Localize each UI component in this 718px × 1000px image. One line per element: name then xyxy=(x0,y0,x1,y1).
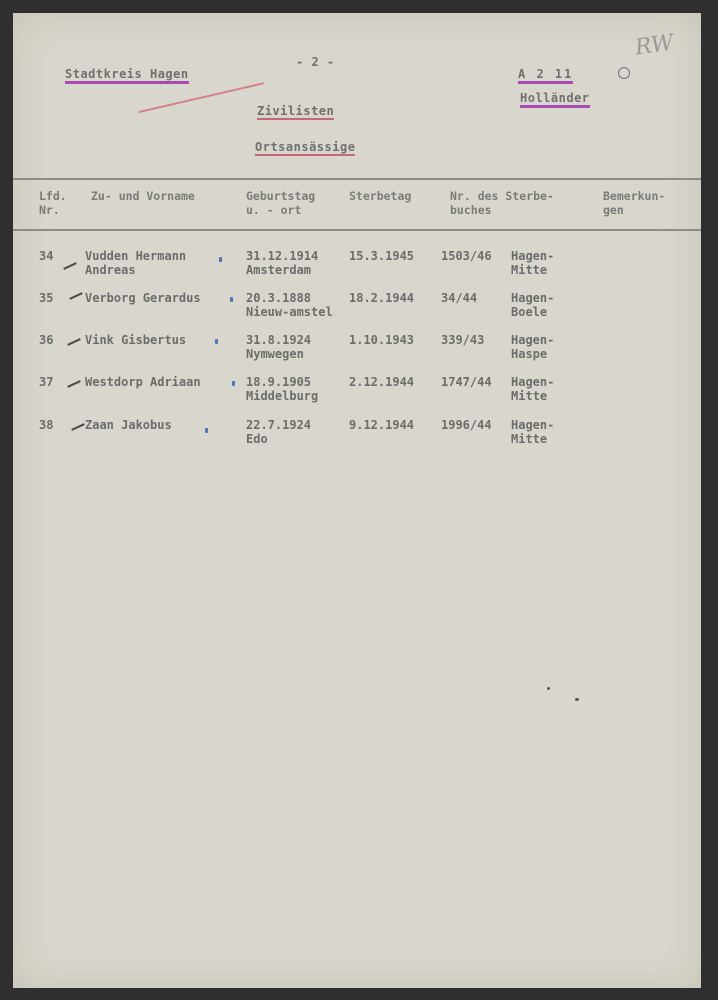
paper-speck xyxy=(547,687,550,690)
row-death: 18.2.1944 xyxy=(349,291,415,305)
check-tick-mark xyxy=(69,292,83,300)
column-header-remarks: Bemerkun- gen xyxy=(603,189,666,217)
table-row xyxy=(13,333,701,373)
row-birth: 31.12.1914 Amsterdam xyxy=(246,249,319,277)
check-tick-mark xyxy=(67,380,81,388)
column-header-nr: Lfd. Nr. xyxy=(39,189,67,217)
row-name: Westdorp Adriaan xyxy=(85,375,201,389)
blue-mark xyxy=(230,297,233,302)
row-name: Zaan Jakobus xyxy=(85,418,172,432)
blue-mark xyxy=(232,381,235,386)
row-book: 34/44 xyxy=(441,291,478,305)
row-name: Verborg Gerardus xyxy=(85,291,201,305)
paper-speck xyxy=(575,698,579,701)
check-tick-mark xyxy=(67,338,81,346)
row-nr: 36 xyxy=(39,333,54,347)
column-header-death: Sterbetag xyxy=(349,189,412,203)
document-title: Zivilisten xyxy=(257,104,335,118)
table-top-rule xyxy=(13,178,701,180)
row-birth: 18.9.1905 Middelburg xyxy=(246,375,319,403)
row-nr: 35 xyxy=(39,291,54,305)
row-birth: 22.7.1924 Edo xyxy=(246,418,312,446)
district-heading: Stadtkreis Hagen xyxy=(65,67,189,84)
check-tick-mark xyxy=(63,262,77,270)
row-death-place: Hagen- Mitte xyxy=(511,375,555,403)
column-header-name: Zu- und Vorname xyxy=(91,189,195,203)
row-name: Vudden Hermann Andreas xyxy=(85,249,187,277)
blue-mark xyxy=(205,428,208,433)
row-birth: 20.3.1888 Nieuw-amstel xyxy=(246,291,333,319)
row-death: 9.12.1944 xyxy=(349,418,415,432)
row-nr: 38 xyxy=(39,418,54,432)
row-death-place: Hagen- Haspe xyxy=(511,333,555,361)
row-death-place: Hagen- Boele xyxy=(511,291,555,319)
column-header-book: Nr. des Sterbe- buches xyxy=(450,189,554,217)
column-header-birth: Geburtstag u. - ort xyxy=(246,189,316,217)
page-number: - 2 - xyxy=(296,55,335,69)
row-birth: 31.8.1924 Nymwegen xyxy=(246,333,312,361)
blue-mark xyxy=(219,257,222,262)
row-nr: 34 xyxy=(39,249,54,263)
handwritten-initials-text: RW xyxy=(633,30,676,61)
reference-circle-mark xyxy=(618,67,630,79)
row-book: 1747/44 xyxy=(441,375,492,389)
handwritten-initials xyxy=(633,30,675,60)
row-nr: 37 xyxy=(39,375,54,389)
document-subtitle: Ortsansässige xyxy=(255,140,356,154)
blue-mark xyxy=(215,339,218,344)
document-page xyxy=(13,13,701,988)
table-row xyxy=(13,375,701,415)
table-row xyxy=(13,418,701,458)
red-pencil-stroke xyxy=(139,82,264,113)
row-book: 1503/46 xyxy=(441,249,492,263)
row-death: 15.3.1945 xyxy=(349,249,415,263)
table-row xyxy=(13,249,701,289)
table-header-rule xyxy=(13,229,701,231)
row-name: Vink Gisbertus xyxy=(85,333,187,347)
nationality-label: Holländer xyxy=(520,91,590,108)
reference-number: A 2 11 xyxy=(518,67,573,84)
row-death-place: Hagen- Mitte xyxy=(511,249,555,277)
row-book: 1996/44 xyxy=(441,418,492,432)
row-death: 1.10.1943 xyxy=(349,333,415,347)
check-tick-mark xyxy=(71,423,85,431)
row-death-place: Hagen- Mitte xyxy=(511,418,555,446)
row-book: 339/43 xyxy=(441,333,485,347)
table-row xyxy=(13,291,701,331)
row-death: 2.12.1944 xyxy=(349,375,415,389)
